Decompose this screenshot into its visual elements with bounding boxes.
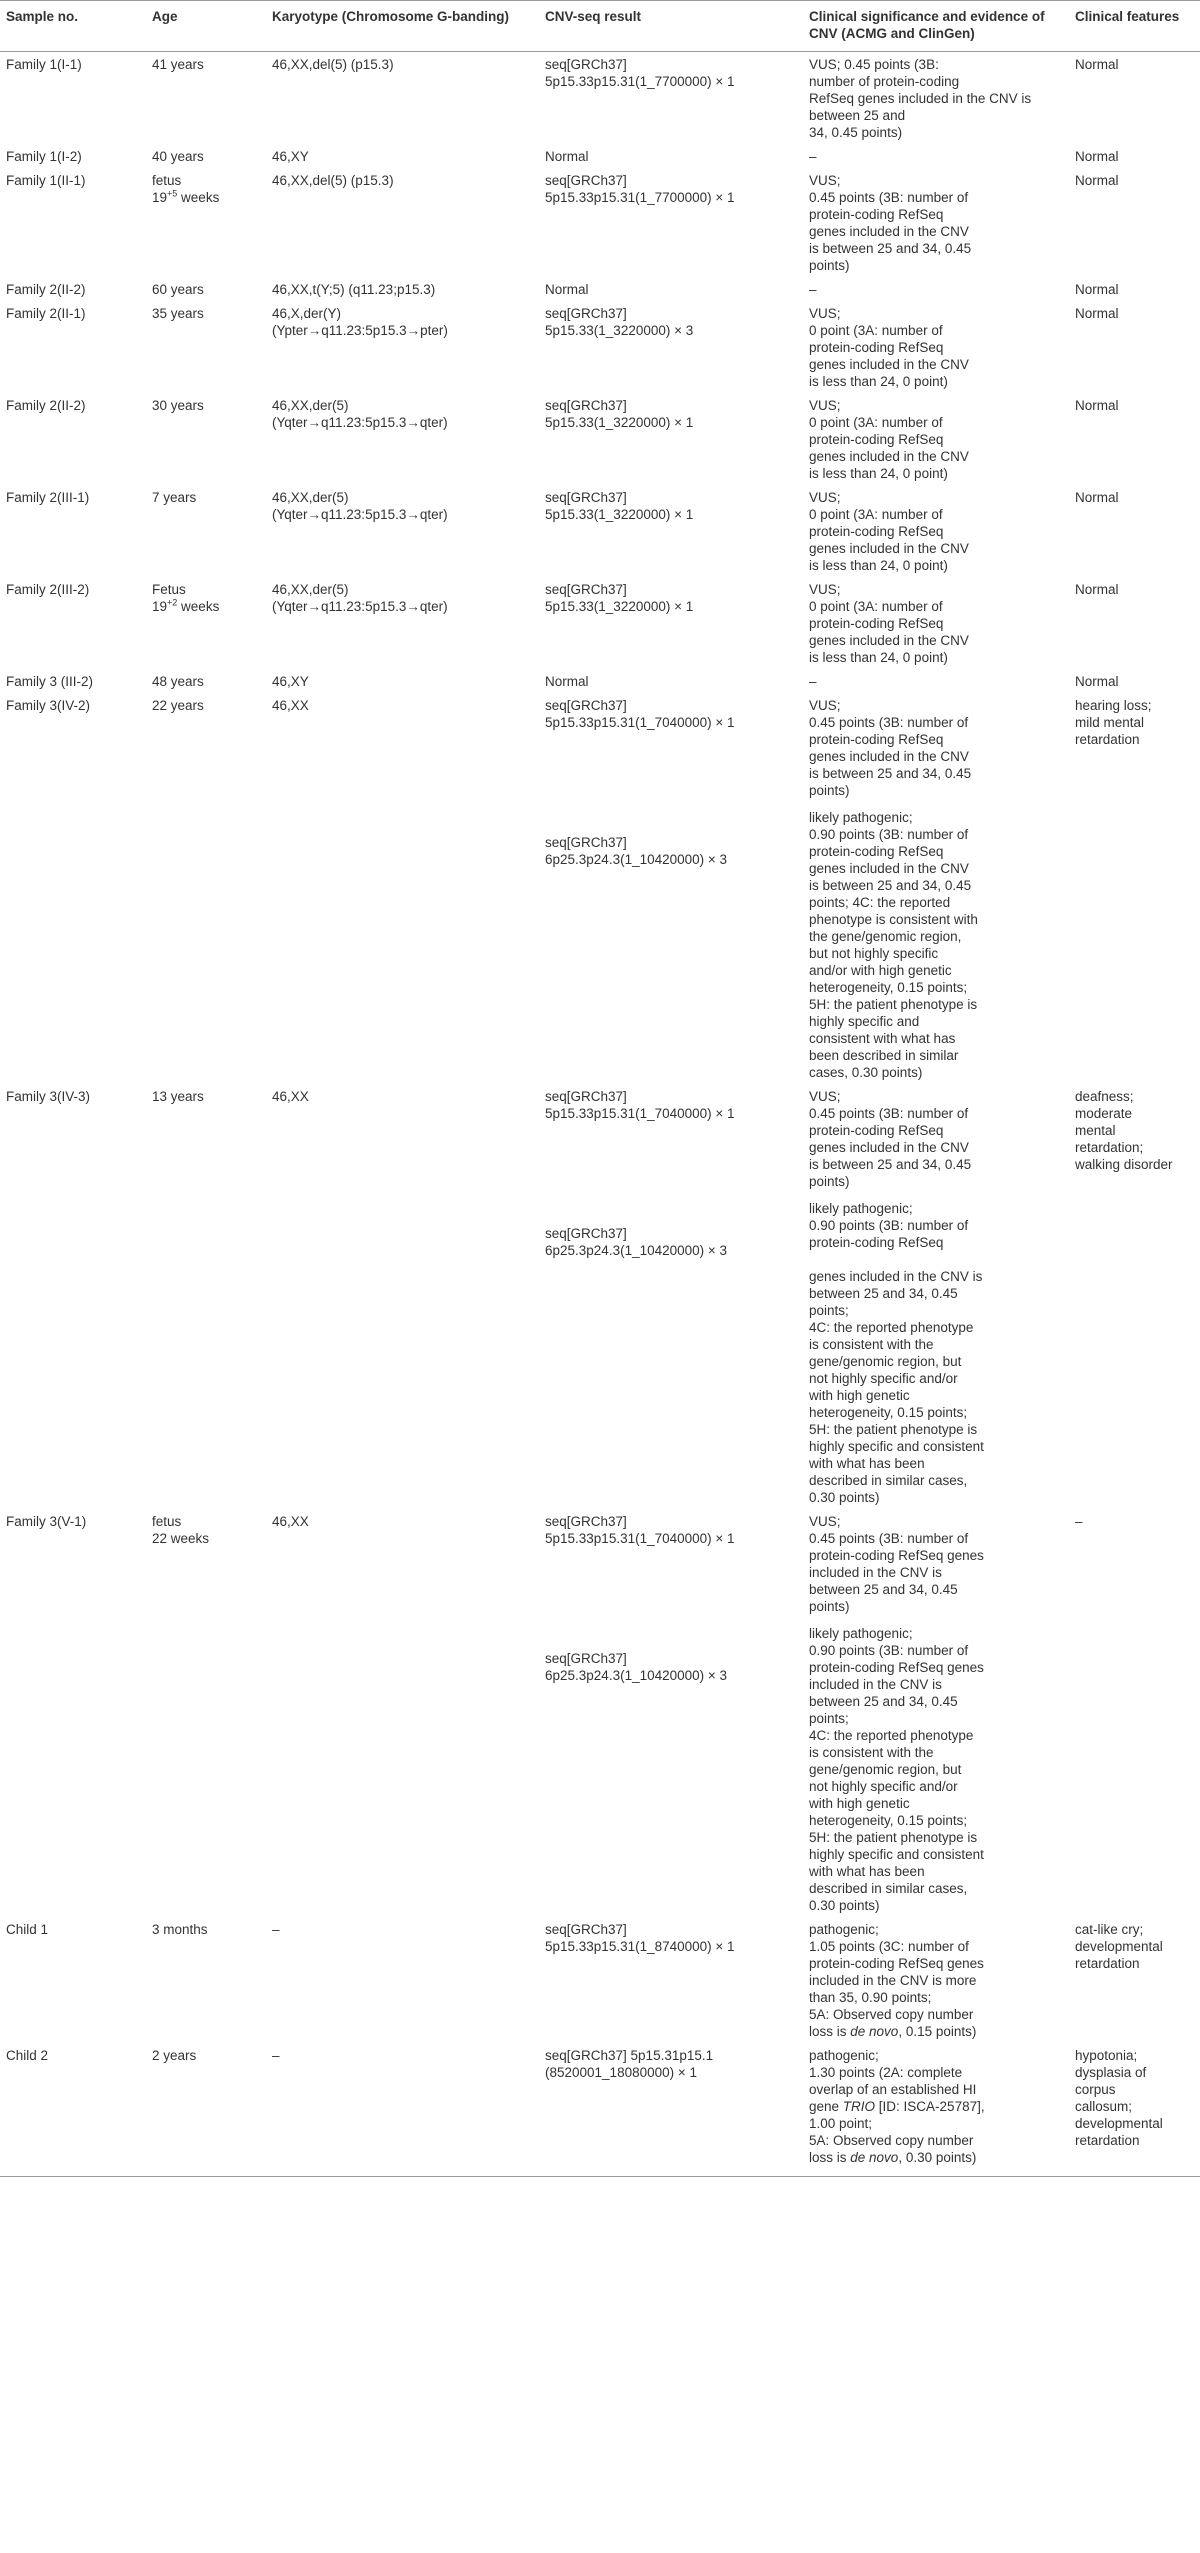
- cell-age: 2 years: [146, 2043, 266, 2177]
- cell-sample: Family 3 (III-2): [6, 674, 94, 689]
- table-header: [0, 1, 1200, 52]
- cell-cnv: Normal: [545, 149, 589, 164]
- cell-cnv: seq[GRCh37] 5p15.33p15.31(1_7700000) × 1: [545, 173, 735, 205]
- cell-cnv: seq[GRCh37] 5p15.33p15.31(1_8740000) × 1: [545, 1922, 735, 1954]
- table-row: [0, 693, 1200, 1084]
- cell-karyotype: –: [266, 2043, 539, 2177]
- header-row: [0, 1, 1200, 52]
- cell-cnv: Normal: [545, 674, 589, 689]
- cell-features: Normal: [1075, 306, 1119, 321]
- cell-significance: –: [809, 674, 817, 689]
- cell-sample: Family 1(I-2): [6, 149, 82, 164]
- table-row: [0, 301, 1200, 393]
- cell-significance: VUS; 0 point (3A: number of protein-coding RefSeq genes included in the CNV is less than 24, 0 point): [809, 306, 969, 389]
- cell-sample: Family 2(III-1): [6, 490, 90, 505]
- table-row: [0, 1917, 1200, 2043]
- cell-sample: Family 2(II-1): [6, 306, 86, 321]
- header-cnv: CNV-seq result: [539, 1, 803, 52]
- cell-cnv: seq[GRCh37] 5p15.33(1_3220000) × 1: [545, 582, 694, 614]
- cell-karyotype: 46,XX: [272, 698, 309, 713]
- cell-features: Normal: [1075, 173, 1119, 188]
- cell-cnv: seq[GRCh37] 5p15.31p15.1 (8520001_18080000) × 1: [539, 2043, 803, 2177]
- cell-significance: VUS; 0 point (3A: number of protein-coding RefSeq genes included in the CNV is less than 24, 0 point): [809, 490, 969, 573]
- cell-significance: VUS; 0 point (3A: number of protein-coding RefSeq genes included in the CNV is less than 24, 0 point): [809, 582, 969, 665]
- cell-age: fetus 22 weeks: [152, 1514, 210, 1546]
- cell-sample: Family 3(IV-2): [6, 698, 91, 713]
- table-row: [0, 393, 1200, 485]
- cell-karyotype: 46,XX,del(5) (p15.3): [272, 173, 394, 188]
- gene-name-italic: TRIO: [842, 2099, 876, 2114]
- cell-age: 3 months: [152, 1922, 208, 1937]
- significance-italic: de novo: [850, 2150, 899, 2165]
- table-body: [0, 52, 1200, 2177]
- significance-entry: likely pathogenic; 0.90 points (3B: number of protein-coding RefSeq genes included in the CNV is between 25 and 34, 0.45 points; 4C: the reported phenotype is consistent with the gene/genomic region, but not highly specific and/or with high genetic heterogeneity, 0.15 points; 5H: the patient phenotype is highly specific and consistent with what has been described in similar cases, 0.30 points): [809, 1626, 984, 1913]
- cell-features: cat-like cry; developmental retardation: [1075, 1922, 1163, 1971]
- cell-sample: Family 3(IV-3): [6, 1089, 91, 1104]
- significance-italic: de novo: [850, 2024, 899, 2039]
- cell-features: hearing loss; mild mental retardation: [1075, 698, 1152, 747]
- cell-sample: Family 2(II-2): [6, 398, 86, 413]
- table-row: [0, 144, 1200, 168]
- cell-cnv: seq[GRCh37] 5p15.33(1_3220000) × 1: [545, 398, 694, 430]
- header-significance: Clinical significance and evidence of CNV (ACMG and ClinGen): [803, 1, 1069, 52]
- cell-features: Normal: [1075, 57, 1119, 72]
- cell-karyotype: –: [272, 1922, 280, 1937]
- age-weeks: 19: [152, 599, 168, 614]
- cell-features: Normal: [1075, 149, 1119, 164]
- cell-significance: VUS; 0.45 points (3B: number of protein-coding RefSeq genes included in the CNV is between 25 and 34, 0.45 points): [809, 173, 972, 273]
- cell-features: –: [1075, 1514, 1083, 1529]
- cell-age: 60 years: [152, 282, 204, 297]
- cell-cnv: Normal: [545, 282, 589, 297]
- cell-features: hypotonia; dysplasia of corpus callosum; developmental retardation: [1069, 2043, 1200, 2177]
- age-unit: weeks: [177, 190, 220, 205]
- table-row: [0, 52, 1200, 145]
- cell-significance: [803, 1917, 1069, 2043]
- cell-karyotype: 46,XX: [272, 1514, 309, 1529]
- table-row: [0, 577, 1200, 669]
- cnv-entry: seq[GRCh37] 5p15.33p15.31(1_7040000) × 1: [545, 1514, 735, 1546]
- cell-significance: VUS; 0.45 points (3B: number of protein-coding RefSeq genes included in the CNV is between 25 and 34, 0.45 points): [809, 57, 1032, 140]
- significance-text: pathogenic; 1.05 points (3C: number of protein-coding RefSeq genes included in the CNV is more than 35, 0.90 points; 5A: Observed copy number loss is: [809, 1922, 984, 2039]
- cell-sample: Child 1: [6, 1922, 49, 1937]
- header-age: Age: [146, 1, 266, 52]
- cell-age: 41 years: [152, 57, 204, 72]
- cell-features: deafness; moderate mental retardation; walking disorder: [1075, 1089, 1173, 1172]
- cell-sample: Family 2(III-2): [6, 582, 90, 597]
- cell-karyotype: 46,XY: [272, 149, 309, 164]
- cell-sample: Family 2(II-2): [6, 282, 86, 297]
- significance-entry: VUS; 0.45 points (3B: number of protein-coding RefSeq genes included in the CNV is between 25 and 34, 0.45 points): [809, 698, 972, 798]
- cell-sample: Family 1(II-1): [6, 173, 86, 188]
- significance-entry: likely pathogenic; 0.90 points (3B: number of protein-coding RefSeq genes included in the CNV is between 25 and 34, 0.45 points; 4C: the reported phenotype is consistent with the gene/genomic region, but not highly specific and/or with high genetic heterogeneity, 0.15 points; 5H: the patient phenotype is highly specific and consistent with what has been described in similar cases, 0.30 points): [809, 810, 978, 1080]
- cell-karyotype: 46,XX,der(5) (Yqter→q11.23:5p15.3→qter): [272, 398, 448, 430]
- significance-entry: likely pathogenic; 0.90 points (3B: number of protein-coding RefSeq: [809, 1201, 969, 1250]
- cnv-entry: seq[GRCh37] 5p15.33p15.31(1_7040000) × 1: [545, 698, 735, 730]
- cell-age: 7 years: [152, 490, 197, 505]
- cell-karyotype: 46,XX,del(5) (p15.3): [272, 57, 394, 72]
- significance-text: [ID: ISCA-25787], 1.00 point; 5A: Observed copy number loss is: [809, 2099, 985, 2165]
- cell-significance: [803, 1509, 1069, 1917]
- age-weeks-days: +2: [167, 597, 178, 608]
- cell-features: Normal: [1075, 582, 1119, 597]
- cell-cnv: [539, 1084, 803, 1509]
- cell-cnv: seq[GRCh37] 5p15.33(1_3220000) × 3: [545, 306, 694, 338]
- cell-age: 13 years: [152, 1089, 204, 1104]
- table-row: [0, 669, 1200, 693]
- cell-age: 30 years: [152, 398, 204, 413]
- header-karyotype: Karyotype (Chromosome G-banding): [266, 1, 539, 52]
- age-weeks: 19: [152, 190, 168, 205]
- cell-cnv: seq[GRCh37] 5p15.33p15.31(1_7700000) × 1: [545, 57, 735, 89]
- cell-significance: VUS; 0 point (3A: number of protein-coding RefSeq genes included in the CNV is less than 24, 0 point): [809, 398, 969, 481]
- significance-text: , 0.30 points): [898, 2150, 977, 2165]
- table-row: [0, 485, 1200, 577]
- cell-age: 35 years: [152, 306, 204, 321]
- cell-karyotype: 46,XX,der(5) (Yqter→q11.23:5p15.3→qter): [272, 582, 448, 614]
- age-line: fetus: [152, 173, 182, 188]
- cell-significance: –: [809, 282, 817, 297]
- cell-karyotype: 46,X,der(Y) (Ypter→q11.23:5p15.3→pter): [272, 306, 448, 338]
- cell-sample: Child 2: [0, 2043, 146, 2177]
- cell-features: Normal: [1075, 490, 1119, 505]
- cell-cnv: [539, 693, 803, 1084]
- cell-age: 22 years: [152, 698, 204, 713]
- significance-entry: VUS; 0.45 points (3B: number of protein-coding RefSeq genes included in the CNV is between 25 and 34, 0.45 points): [809, 1089, 972, 1189]
- age-line: Fetus: [152, 582, 186, 597]
- cell-karyotype: 46,XX,der(5) (Yqter→q11.23:5p15.3→qter): [272, 490, 448, 522]
- age-weeks-days: +5: [167, 188, 178, 199]
- cell-age: 48 years: [152, 674, 204, 689]
- cell-age: [146, 577, 266, 669]
- significance-text: pathogenic; 1.30 points (2A: complete overlap of an established HI gene: [809, 2048, 977, 2114]
- significance-entry-continued: genes included in the CNV is between 25 and 34, 0.45 points; 4C: the reported phenotype is consistent with the gene/genomic region, but not highly specific and/or with high genetic heterogeneity, 0.15 points; 5H: the patient phenotype is highly specific and consistent with what has been described in similar cases, 0.30 points): [809, 1269, 984, 1505]
- significance-text: , 0.15 points): [898, 2024, 977, 2039]
- cnv-entry: seq[GRCh37] 6p25.3p24.3(1_10420000) × 3: [545, 1226, 728, 1258]
- cnv-entry: seq[GRCh37] 6p25.3p24.3(1_10420000) × 3: [545, 835, 728, 867]
- cell-features: Normal: [1075, 674, 1119, 689]
- age-unit: weeks: [177, 599, 220, 614]
- significance-entry: VUS; 0.45 points (3B: number of protein-coding RefSeq genes included in the CNV is between 25 and 34, 0.45 points): [809, 1514, 984, 1614]
- table-row: [0, 277, 1200, 301]
- table-row: [0, 2043, 1200, 2177]
- cell-features: Normal: [1075, 282, 1119, 297]
- cell-karyotype: 46,XX,t(Y;5) (q11.23;p15.3): [272, 282, 436, 297]
- cell-significance: [803, 2043, 1069, 2177]
- cell-significance: [803, 693, 1069, 1084]
- table-row: [0, 1509, 1200, 1917]
- header-sample: Sample no.: [0, 1, 146, 52]
- cell-karyotype: 46,XY: [272, 674, 309, 689]
- cell-sample: Family 3(V-1): [6, 1514, 87, 1529]
- header-features: Clinical features: [1069, 1, 1200, 52]
- cell-age: [146, 168, 266, 277]
- cnv-entry: seq[GRCh37] 6p25.3p24.3(1_10420000) × 3: [545, 1651, 728, 1683]
- cell-sample: Family 1(I-1): [6, 57, 82, 72]
- cell-cnv: [539, 1509, 803, 1917]
- cell-features: Normal: [1075, 398, 1119, 413]
- cnv-entry: seq[GRCh37] 5p15.33p15.31(1_7040000) × 1: [545, 1089, 735, 1121]
- cell-cnv: seq[GRCh37] 5p15.33(1_3220000) × 1: [545, 490, 694, 522]
- cell-age: 40 years: [152, 149, 204, 164]
- cell-significance: –: [809, 149, 817, 164]
- cell-significance: [803, 1084, 1069, 1509]
- cell-karyotype: 46,XX: [272, 1089, 309, 1104]
- table-row: [0, 168, 1200, 277]
- table-row: [0, 1084, 1200, 1509]
